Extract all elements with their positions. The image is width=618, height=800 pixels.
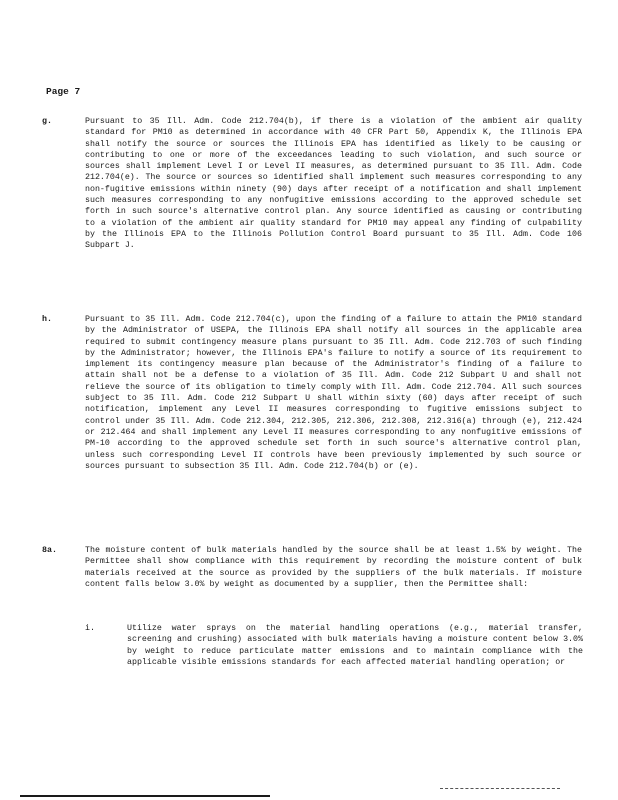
paragraph-text: Pursuant to 35 Ill. Adm. Code 212.704(c), upon the finding of a failure to attain the PM10 standard by the Administrator of USEPA, the Illinois EPA shall notify all sources in the applicable area required to submit contingency measure plans pursuant to 35 Ill. Adm. Code 212.703 of such finding by the Administrator; however, the Illinois EPA's failure to notify a source of its requirement to implement its contingency measure plan because of the Administrator's finding of a failure to attain shall not be a defense to a violation of 35 Ill. Adm. Code 212 Subpart U and shall not relieve the source of its obligation to timely comply with Ill. Adm. Code 212.704. All such sources subject to 35 Ill. Adm. Code 212 Subpart U shall within sixty (60) days after receipt of such notification, implement any Level II measures corresponding to fugitive emissions subject to control under 35 Ill. Adm. Code 212.304, 212.305, 212.306, 212.308, 212.316(a) through (e), 212.424 or 212.464 and shall implement any Level II measures corresponding to any nonfugitive emissions of PM-10 according to the approved schedule set forth in such source's alternative control plan, unless such corresponding Level II controls have been previously implemented by such source or sources pursuant to subsection 35 Ill. Adm. Code 212.704(b) or (e). (85, 315, 582, 471)
subitem-marker: i. (85, 624, 95, 633)
subitem-text: Utilize water sprays on the material handling operations (e.g., material transfer, screening and crushing) associated with bulk materials having a moisture content below 3.0% by weight to reduce particulate matter emissions and to maintain compliance with the applicable visible emissions standards for each affected material handling operation; or (127, 624, 583, 667)
footer-rule (20, 795, 270, 797)
paragraph-h (42, 314, 582, 472)
paragraph-g (42, 116, 582, 252)
paragraph-marker: 8a. (42, 546, 57, 555)
paragraph-marker: g. (42, 117, 52, 126)
subitem-i (85, 623, 583, 668)
paragraph-text: Pursuant to 35 Ill. Adm. Code 212.704(b), if there is a violation of the ambient air quality standard for PM10 as determined in accordance with 40 CFR Part 50, Appendix K, the Illinois EPA shall notify the source or sources the Illinois EPA has identified as likely to be causing or contributing to one or more of the exceedances leading to such violation, and such source or sources shall implement Level I or Level II measures, as determined pursuant to 35 Ill. Adm. Code 212.704(e). The source or sources so identified shall implement such measures corresponding to any non-fugitive emissions within ninety (90) days after receipt of a notification and shall implement such measures corresponding to any nonfugitive emissions according to the approved schedule set forth in such source's alternative control plan. Any source identified as causing or contributing to a violation of the ambient air quality standard for PM10 may appeal any finding of culpability by the Illinois EPA to the Illinois Pollution Control Board pursuant to 35 Ill. Adm. Code 106 Subpart J. (85, 117, 582, 251)
paragraph-marker: h. (42, 315, 52, 324)
footer-dashed-rule (440, 788, 560, 790)
paragraph-8a (42, 545, 582, 590)
paragraph-text: The moisture content of bulk materials handled by the source shall be at least 1.5% by weight. The Permittee shall show compliance with this requirement by recording the moisture content of bulk materials received at the source as provided by the suppliers of the bulk materials. If moisture content falls below 3.0% by weight as documented by a supplier, then the Permittee shall: (85, 546, 582, 589)
page-number: Page 7 (46, 86, 81, 97)
